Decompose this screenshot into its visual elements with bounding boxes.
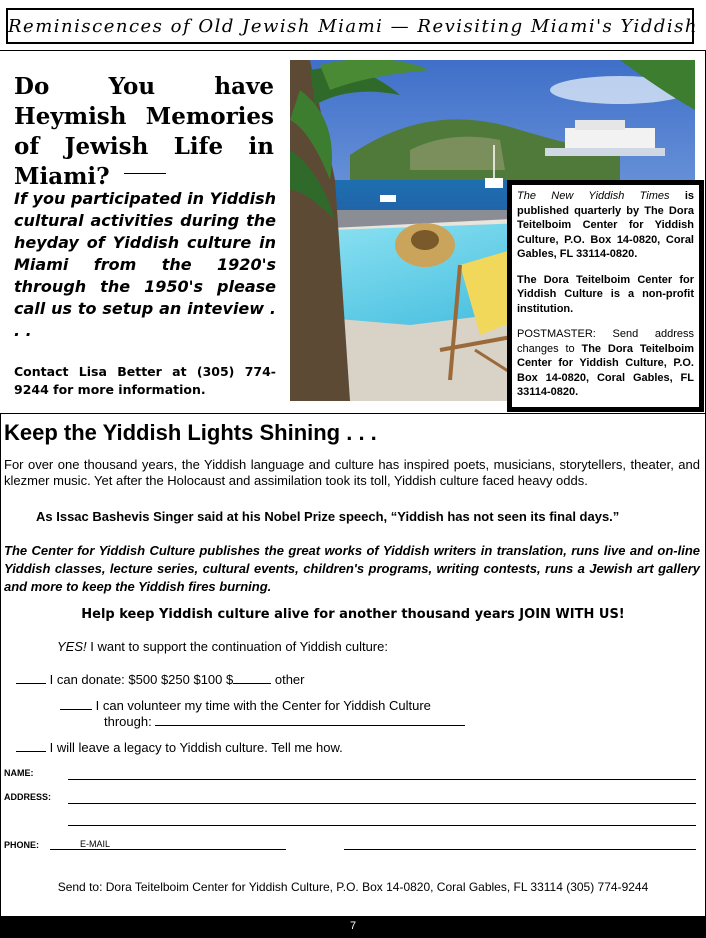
through-label: through:: [104, 714, 152, 729]
article-paragraph-3: The Center for Yiddish Culture publishes the great works of Yiddish writers in translation, runs live and on-line Yiddish classes, lecture series, cultural events, children's programs, writing contests, runs a Jewish art gallery and more to keep the Yiddish fires burning.: [4, 543, 700, 594]
info-publication-details: is published quarterly by The Dora Teitelboim Center for Yiddish Culture, P.O. Box 14-0820, Coral Gables, FL 33114-0820.: [517, 190, 695, 260]
volunteer-line: [60, 698, 431, 713]
info-publication: [517, 189, 694, 262]
email-field[interactable]: [344, 849, 696, 850]
name-label: NAME:: [4, 768, 34, 778]
support-line: [57, 639, 388, 654]
article-quote: As Issac Bashevis Singer said at his Nobel Prize speech, “Yiddish has not seen its final days.”: [36, 509, 620, 524]
info-nonprofit: [517, 273, 694, 317]
info-nonprofit-text: The Dora Teitelboim Center for Yiddish Culture is a non-profit institution.: [517, 273, 694, 315]
info-postmaster: [517, 327, 694, 400]
support-text: I want to support the continuation of Yiddish culture:: [86, 639, 388, 654]
legacy-line: [16, 740, 343, 755]
email-label: E-MAIL: [80, 839, 111, 849]
info-publication-title: The New Yiddish Times: [517, 190, 670, 202]
page-number: 7: [349, 920, 357, 932]
legacy-text: I will leave a legacy to Yiddish culture. Tell me how.: [49, 740, 343, 755]
ad-headline: Do You have Heymish Memories of Jewish Life in Miami?: [14, 73, 274, 190]
join-cta: Help keep Yiddish culture alive for another thousand years JOIN WITH US!: [81, 607, 625, 622]
yes-label: YES!: [57, 639, 87, 654]
send-to-address: Send to: Dora Teitelboim Center for Yiddish Culture, P.O. Box 14-0820, Coral Gables, FL 33114 (305) 774-9244: [57, 880, 649, 894]
legacy-check-field[interactable]: [16, 740, 46, 752]
ad-divider: [124, 173, 166, 174]
donate-line: [16, 672, 304, 687]
donate-check-field[interactable]: [16, 672, 46, 684]
newsletter-header: [6, 8, 698, 44]
volunteer-text: I can volunteer my time with the Center for Yiddish Culture: [95, 698, 431, 713]
ad-contact: Contact Lisa Better at (305) 774-9244 for more information.: [14, 364, 276, 397]
name-field[interactable]: [68, 779, 696, 780]
through-field[interactable]: [155, 714, 465, 726]
through-line: [104, 714, 465, 729]
ad-invite: If you participated in Yiddish cultural activities during the heyday of Yiddish culture in Miami from the 1920's through the 1950's please call us to setup an inteview . . .: [14, 189, 276, 340]
header-title: Reminiscences of Old Jewish Miami — Revisiting Miami's Yiddish: [8, 16, 698, 37]
donate-text: I can donate: $500 $250 $100 $: [49, 672, 234, 687]
phone-label: PHONE:: [4, 840, 40, 850]
volunteer-check-field[interactable]: [60, 698, 92, 710]
article-title: Keep the Yiddish Lights Shining . . .: [4, 420, 377, 445]
address-label: ADDRESS:: [4, 792, 52, 802]
info-postmaster-label: POSTMASTER: Send address changes to: [517, 328, 694, 355]
article-paragraph-1: For over one thousand years, the Yiddish language and culture has inspired poets, musicians, storytellers, theater, and klezmer music. Yet after the Holocaust and assimilation took its toll, Yiddish culture faced heavy odds.: [4, 457, 700, 488]
phone-field[interactable]: [50, 849, 286, 850]
address-field-1[interactable]: [68, 803, 696, 804]
donate-amount-field[interactable]: [233, 672, 271, 684]
address-field-2[interactable]: [68, 825, 696, 826]
donate-other-text: other: [271, 672, 305, 687]
publication-info-box: [507, 180, 704, 412]
info-postmaster-address: The Dora Teitelboim Center for Yiddish Culture, P.O. Box 14-0820, Coral Gables, FL 33114-0820.: [517, 342, 695, 398]
